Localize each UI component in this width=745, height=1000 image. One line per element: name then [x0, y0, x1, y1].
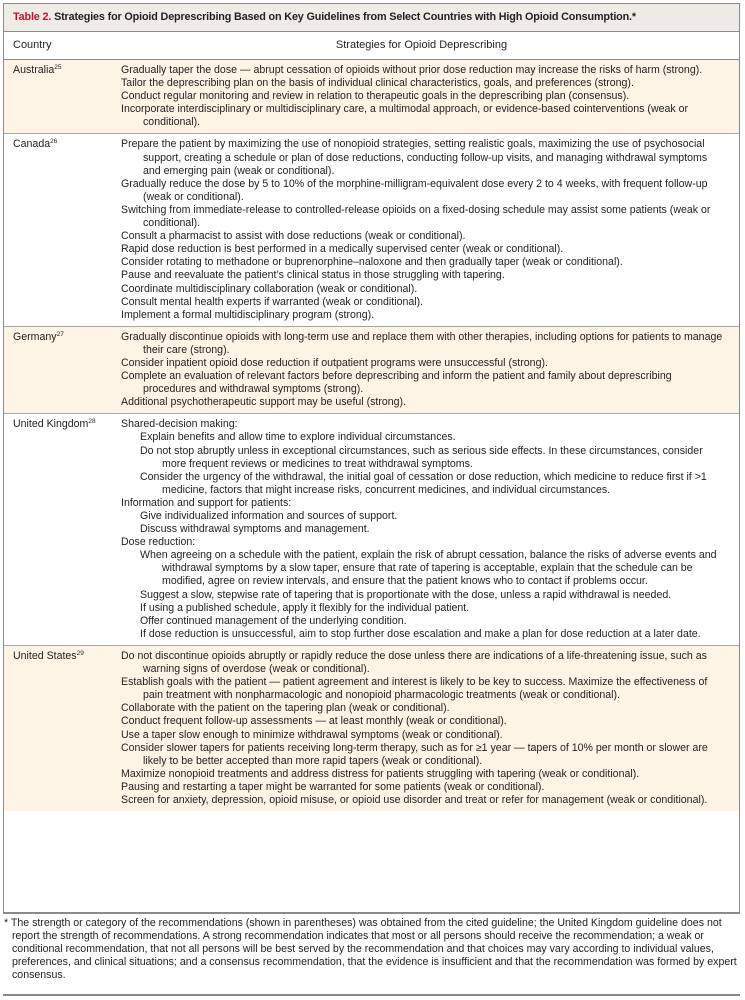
strategy-item: Discuss withdrawal symptoms and management. — [140, 523, 370, 536]
strategy-item: Implement a formal multidisciplinary program (strong). — [121, 308, 375, 321]
strategy-item: Conduct regular monitoring and review in relation to therapeutic goals in the deprescribing plan (consensus). — [121, 90, 630, 103]
strategy-item: Conduct frequent follow-up assessments — at least monthly (weak or conditional). — [121, 715, 507, 728]
country-name: Australia — [13, 64, 55, 76]
strategy-item: Rapid dose reduction is best performed in a medically supervised center (weak or conditional). — [121, 243, 564, 256]
strategy-item: Suggest a slow, stepwise rate of tapering that is proportionate with the dose, unless a rapid withdrawal is needed. — [140, 588, 672, 601]
strategy-item: Gradually reduce the dose by 5 to 10% of the morphine-milligram-equivalent dose every 2 to 4 weeks, with frequent follow-up (weak or conditional). — [121, 177, 708, 203]
strategy-item: Collaborate with the patient on the tapering plan (weak or conditional). — [121, 702, 450, 715]
reference-number: 27 — [56, 330, 64, 338]
table-row — [4, 60, 739, 134]
strategy-item: When agreeing on a schedule with the patient, explain the risk of abrupt cessation, balance the risks of adverse events and withdrawal symptoms by a slow taper, ensure that rate of tapering is acceptable, explain that the schedule can be modified, agree on review intervals, and ensure that the patient knows who to contact if problems occur. — [140, 549, 717, 588]
strategy-item: Pause and reevaluate the patient’s clinical status in those struggling with tapering. — [121, 269, 505, 282]
country-cell — [4, 331, 121, 410]
strategy-item: Consult mental health experts if warranted (weak or conditional). — [121, 295, 424, 308]
table-title — [4, 4, 739, 32]
country-cell — [4, 650, 121, 807]
table-row — [4, 414, 739, 646]
reference-number: 29 — [76, 649, 84, 657]
strategy-item: Tailor the deprescribing plan on the basis of individual clinical characteristics, goals, and preferences (strong). — [121, 77, 634, 90]
column-header-country: Country — [13, 39, 52, 51]
table-title-text: Strategies for Opioid Deprescribing Based on Key Guidelines from Select Countries with High Opioid Consumption.* — [54, 11, 636, 23]
column-headers — [4, 32, 739, 60]
strategy-subheading: Shared-decision making: — [121, 418, 238, 431]
strategy-item: Gradually discontinue opioids with long-term use and replace them with other therapies, including options for patients to manage their care (strong). — [121, 330, 723, 356]
country-cell — [4, 64, 121, 129]
strategies-cell — [121, 138, 739, 321]
strategy-item: Complete an evaluation of relevant factors before deprescribing and inform the patient and family about deprescribing procedures and withdrawal symptoms (strong). — [121, 370, 672, 396]
strategies-cell — [121, 650, 739, 807]
strategy-item: Consider inpatient opioid dose reduction if outpatient programs were unsuccessful (strong). — [121, 356, 548, 369]
strategy-item: Switching from immediate-release to controlled-release opioids on a fixed-dosing schedule may assist some patients (weak or conditional). — [121, 203, 711, 230]
strategy-item: If using a published schedule, apply it flexibly for the individual patient. — [140, 601, 470, 614]
strategy-item: Additional psychotherapeutic support may be useful (strong). — [121, 396, 407, 409]
strategy-item: Incorporate interdisciplinary or multidisciplinary care, a multimodal approach, or evidence-based cointerventions (weak or conditional). — [121, 103, 689, 129]
strategy-item: Explain benefits and allow time to explore individual circumstances. — [140, 431, 456, 444]
column-header-strategies: Strategies for Opioid Deprescribing — [335, 39, 508, 51]
strategy-item: Offer continued management of the underlying condition. — [140, 614, 407, 627]
country-cell — [4, 138, 121, 321]
strategy-item: Screen for anxiety, depression, opioid misuse, or opioid use disorder and treat or refer for management (weak or conditional). — [121, 793, 708, 806]
strategies-cell — [121, 64, 739, 129]
strategy-item: If dose reduction is unsuccessful, aim to stop further dose escalation and make a plan for dose reduction at a later date. — [140, 627, 701, 640]
strategies-cell — [121, 418, 739, 641]
strategy-item: Maximize nonopioid treatments and address distress for patients struggling with tapering (weak or conditional). — [121, 767, 640, 780]
strategy-item: Prepare the patient by maximizing the use of nonopioid strategies, setting realistic goals, maximizing the use of psychosocial support, creating a schedule or plan of dose reductions, conducting follow-up visits, and managing withdrawal symptoms and emerging pain (weak or conditional). — [121, 138, 708, 177]
country-cell — [4, 418, 121, 641]
reference-number: 26 — [50, 138, 58, 146]
strategy-item: Coordinate multidisciplinary collaboration (weak or conditional). — [121, 282, 418, 295]
reference-number: 28 — [88, 418, 96, 426]
strategy-item: Gradually taper the dose — abrupt cessation of opioids without prior dose reduction may increase the risks of harm (strong). — [121, 64, 703, 76]
strategy-item: Give individualized information and sources of support. — [140, 510, 398, 522]
bottom-rule — [3, 994, 740, 996]
strategy-item: Consider the urgency of the withdrawal, the initial goal of cessation or dose reduction, which medicine to reduce first if >1 medicine, factors that might increase risks, concurrent medicines, and individual circumstances. — [140, 470, 707, 496]
strategy-item: Pausing and restarting a taper might be warranted for some patients (weak or conditional). — [121, 780, 545, 793]
strategy-item: Consider slower tapers for patients receiving long-term therapy, such as for ≥1 year — tapers of 10% per month or slower are likely to be better accepted than more rapid tapers (weak or conditional). — [121, 741, 708, 767]
strategy-item: Consult a pharmacist to assist with dose reductions (weak or conditional). — [121, 230, 466, 243]
strategy-subheading: Information and support for patients: — [121, 496, 292, 509]
table-label: Table 2. — [13, 11, 52, 23]
table-row — [4, 646, 739, 811]
strategy-item: Do not discontinue opioids abruptly or rapidly reduce the dose unless there are indications of a life-threatening issue, such as warning signs of overdose (weak or conditional). — [121, 649, 707, 676]
country-name: Canada — [13, 138, 51, 151]
country-name: United Kingdom — [13, 418, 89, 431]
table-body — [4, 60, 739, 811]
table-frame — [3, 3, 740, 914]
strategy-item: Consider rotating to methadone or buprenorphine–naloxone and then gradually taper (weak or conditional). — [121, 256, 623, 269]
country-name: United States — [13, 649, 77, 662]
table-row — [4, 134, 739, 326]
table-row — [4, 327, 739, 415]
country-name: Germany — [13, 330, 57, 343]
strategy-item: Use a taper slow enough to minimize withdrawal symptoms (weak or conditional). — [121, 728, 503, 741]
table-footnote: * The strength or category of the recommendations (shown in parentheses) was obtained from the cited guideline; the United Kingdom guideline does not report the strength of recommendations. A strong recommendation indicates that most or all persons should receive the recommendation; a weak or conditional recommendation, that not all persons will be best served by the recommendation and that choices may vary according to individual values, preferences, and clinical situations; and a consensus recommendation, that the evidence is insufficient and that the recommendation was formed by expert consensus. — [4, 917, 737, 982]
strategies-cell — [121, 331, 739, 410]
strategy-item: Establish goals with the patient — patient agreement and interest is likely to be key to success. Maximize the effectiveness of pain treatment with nonpharmacologic and nonopioid pharmacologic treatments (weak or conditional). — [121, 676, 708, 702]
reference-number: 25 — [54, 64, 62, 71]
strategy-item: Do not stop abruptly unless in exceptional circumstances, such as serious side effects. In these circumstances, consider more frequent reviews or medicines to treat withdrawal symptoms. — [140, 444, 703, 470]
strategy-subheading: Dose reduction: — [121, 536, 196, 549]
